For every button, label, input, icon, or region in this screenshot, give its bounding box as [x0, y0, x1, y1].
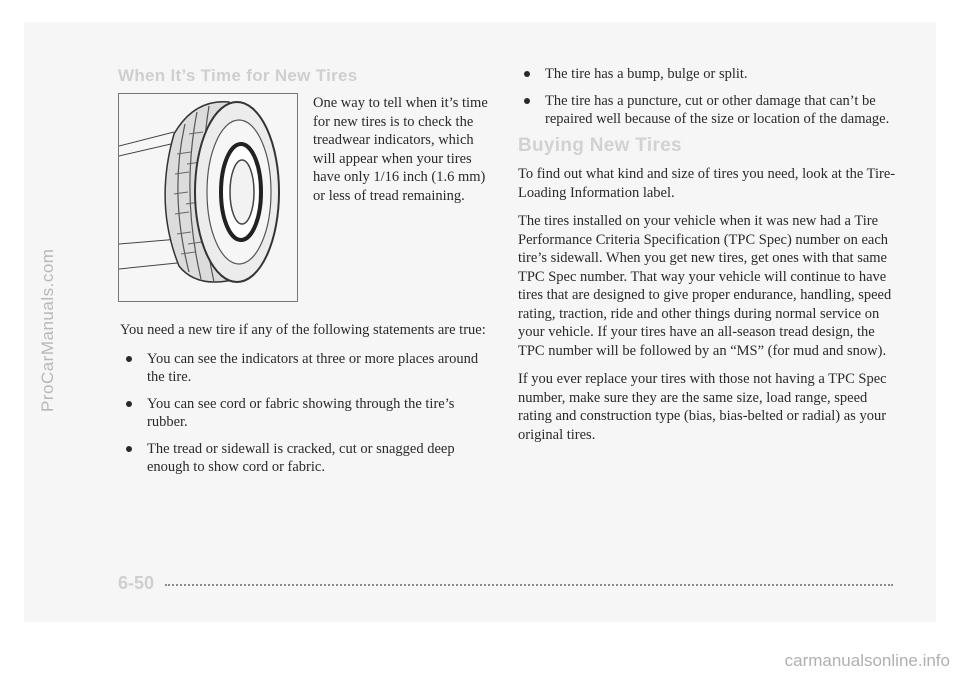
list-item	[518, 65, 898, 84]
left-body	[120, 321, 490, 485]
paragraph: If you ever replace your tires with those not having a TPC Spec number, make sure they are the same size, load range, speed rating and construction type (bias, bias-belted or radial) as your original tires.	[518, 371, 887, 443]
right-body	[518, 65, 898, 454]
bullet-icon	[524, 98, 530, 104]
paragraph: To find out what kind and size of tires you need, look at the Tire-Loading Information label.	[518, 166, 896, 201]
list-item-text: The tread or sidewall is cracked, cut or snagged deep enough to show cord or fabric.	[147, 440, 455, 475]
section-heading: Buying New Tires	[518, 134, 682, 156]
side-watermark: ProCarManuals.com	[38, 248, 57, 412]
footer-rule	[165, 584, 893, 586]
bullet-icon	[524, 71, 530, 77]
list-item-text: The tire has a bump, bulge or split.	[545, 66, 748, 82]
bullet-icon	[126, 401, 132, 407]
bullet-icon	[126, 356, 132, 362]
condition-list	[120, 350, 490, 477]
bullet-icon	[126, 446, 132, 452]
list-item	[120, 395, 490, 432]
tire-icon	[119, 94, 297, 301]
figure-caption: One way to tell when it’s time for new tires is to check the treadwear indicators, which will appear when your tires have only 1/16 inch (1.6 mm) or less of tread remaining.	[313, 95, 488, 204]
section-title: When It’s Time for New Tires	[118, 66, 358, 85]
list-item-text: The tire has a puncture, cut or other damage that can’t be repaired well because of the size or location of the damage.	[545, 92, 890, 127]
list-item-text: You can see the indicators at three or more places around the tire.	[147, 350, 479, 385]
list-item-text: You can see cord or fabric showing through the tire’s rubber.	[147, 395, 455, 430]
list-item	[120, 350, 490, 387]
page-number: 6-50	[118, 573, 155, 593]
tire-illustration	[118, 93, 298, 302]
paragraph: The tires installed on your vehicle when it was new had a Tire Performance Criteria Specification (TPC Spec) number on each tire’s sidewall. When you get new tires, get ones with that same TPC Spec number. That way your vehicle will continue to have tires that are designed to give proper endurance, handling, speed rating, traction, ride and other things during normal service on your vehicle. If your tires have an all-season tread design, the TPC number will be followed by an “MS” (for mud and snow).	[518, 213, 892, 359]
intro-paragraph: You need a new tire if any of the following statements are true:	[120, 322, 486, 338]
bottom-watermark: carmanualsonline.info	[784, 651, 950, 670]
condition-list-continued	[518, 65, 898, 129]
list-item	[518, 92, 898, 129]
list-item	[120, 440, 490, 477]
